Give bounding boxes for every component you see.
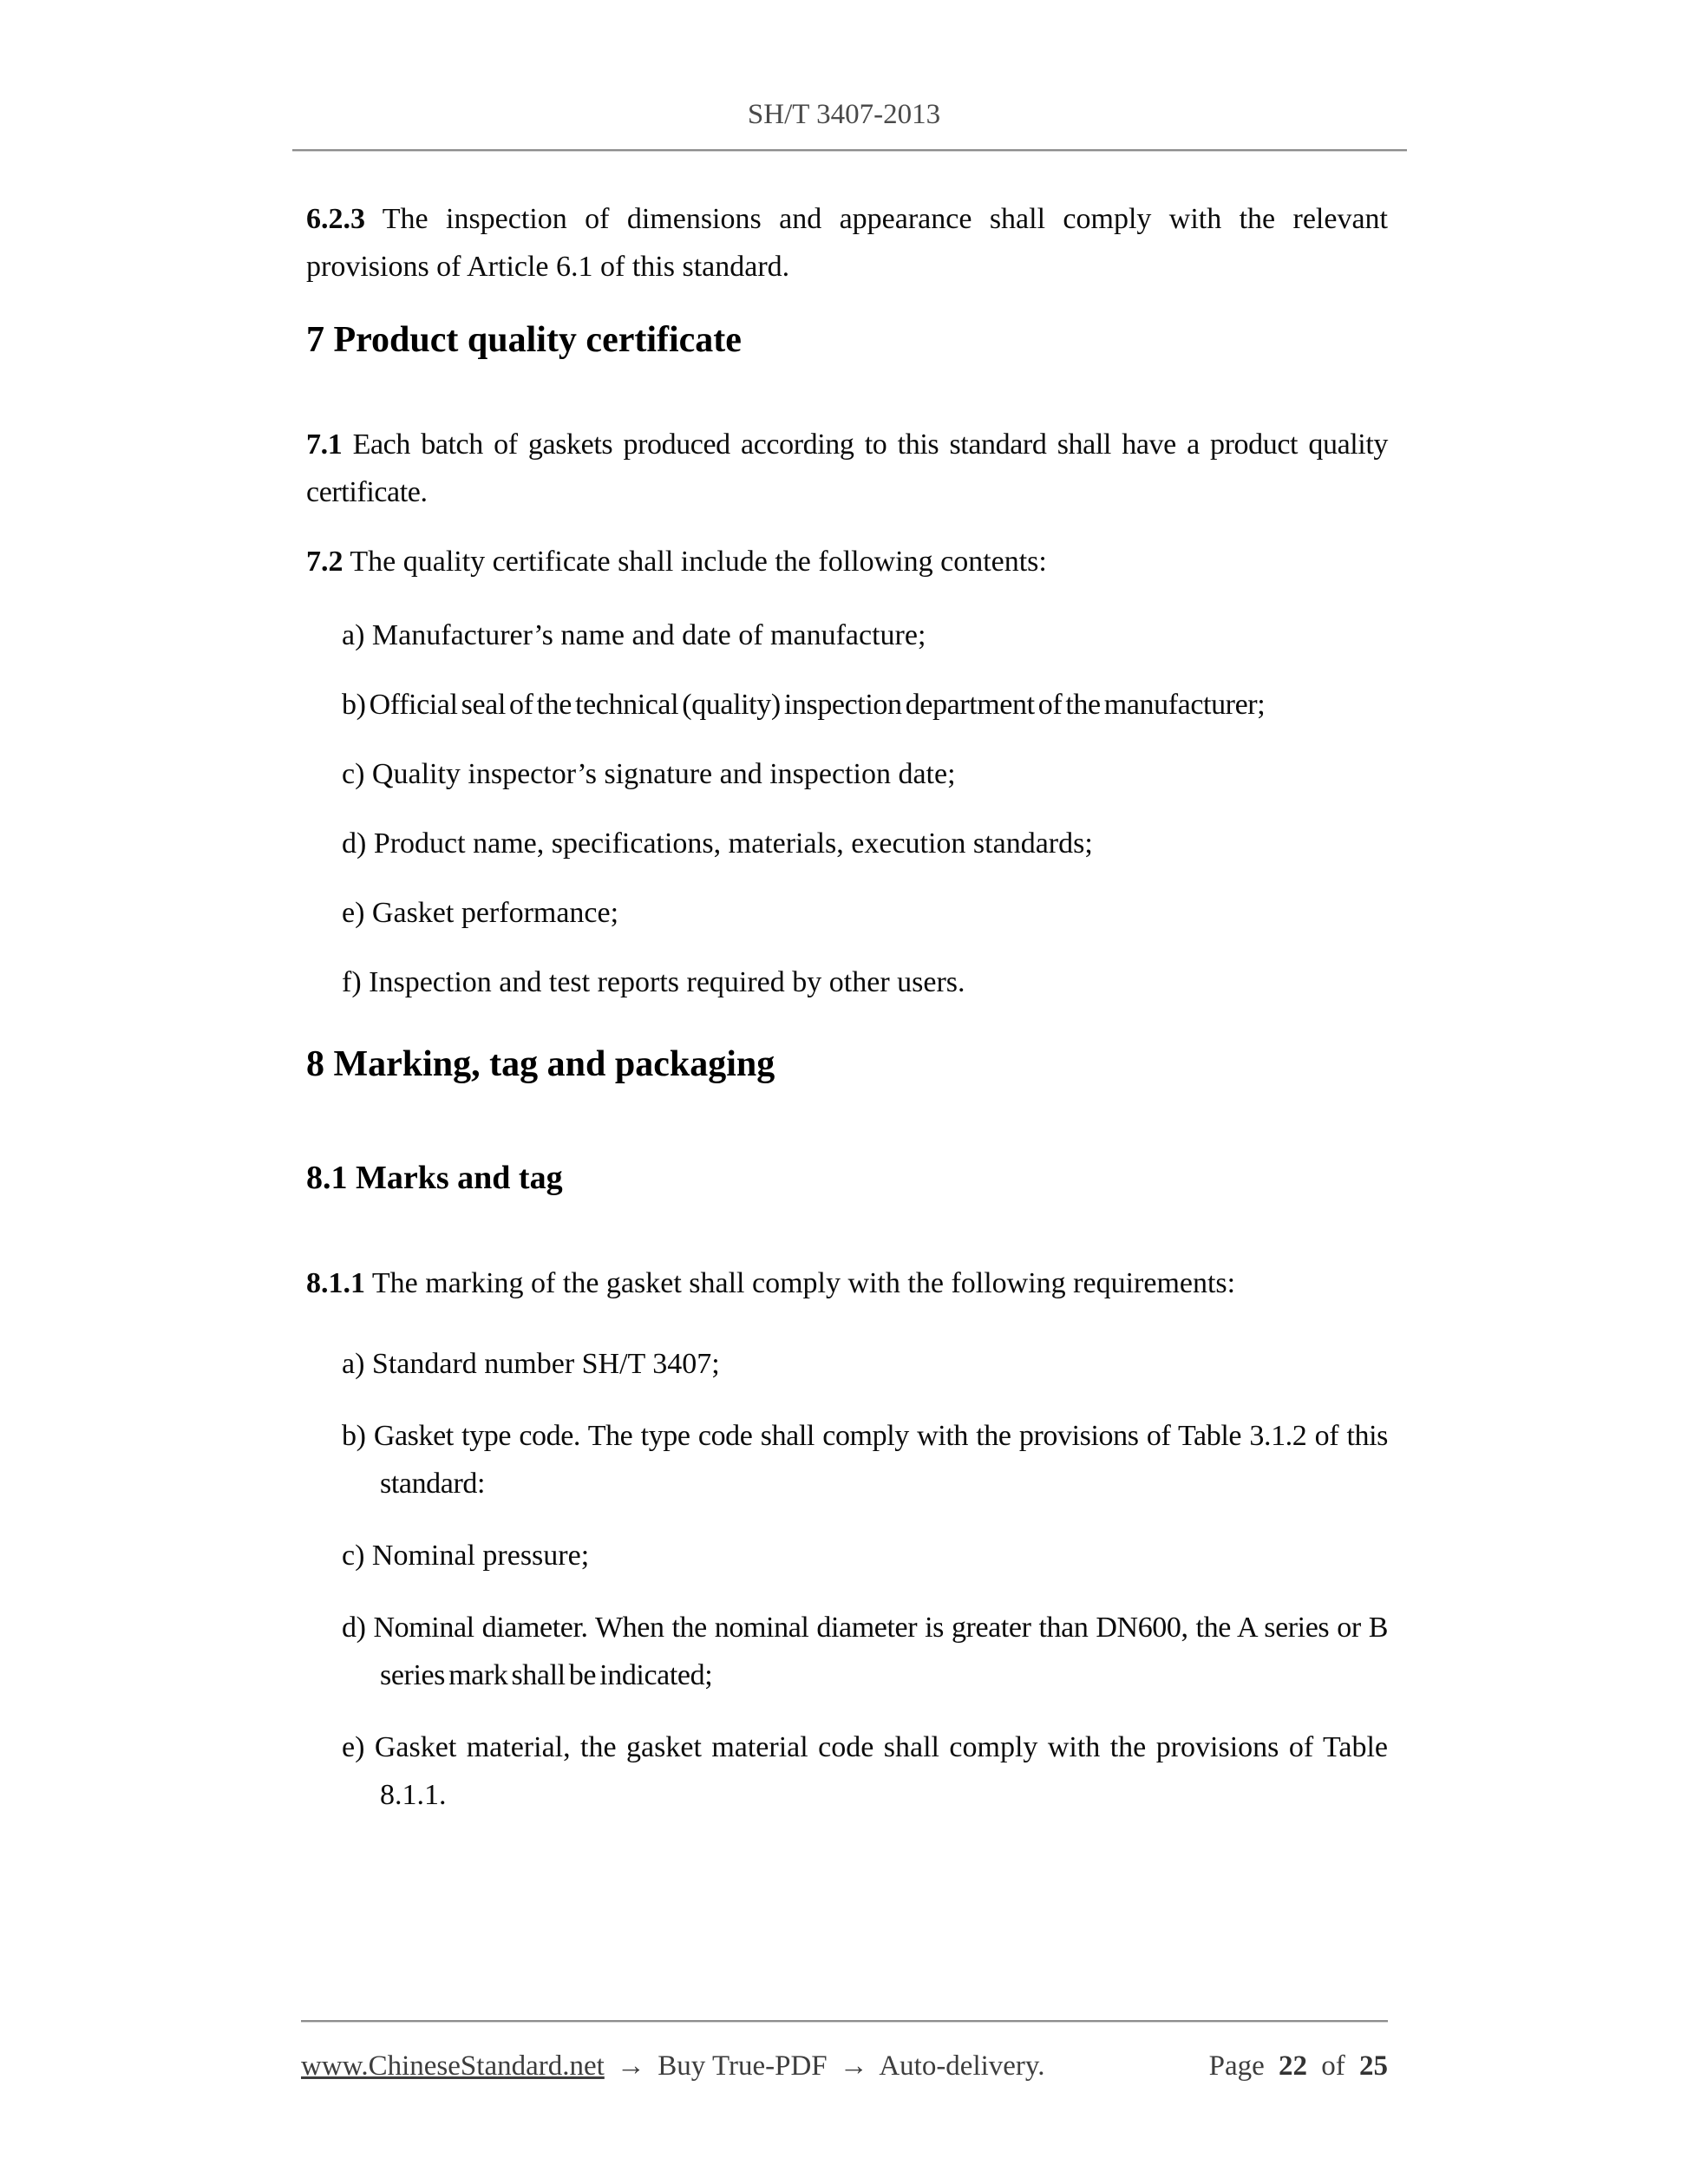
page-content (306, 154, 1388, 1819)
list-item-8-1-1-e (342, 1723, 1388, 1819)
section-8-1-heading: 8.1 Marks and tag (306, 1160, 563, 1196)
item-marker: e) (342, 897, 365, 929)
current-page-number: 22 (1279, 2050, 1307, 2082)
header-rule (292, 149, 1407, 152)
list-item-7-2-b (342, 681, 1388, 729)
of-word: of (1321, 2050, 1345, 2082)
list-item-7-2-e (342, 889, 1388, 937)
list-item-7-2-d (342, 820, 1388, 867)
clause-number: 7.1 (306, 428, 343, 461)
clause-7-1 (306, 421, 1388, 516)
item-marker: a) (342, 619, 365, 651)
item-marker: e) (342, 1731, 365, 1763)
clause-text: The inspection of dimensions and appearance shall comply with the relevant provisions of Article 6.1 of this standard. (306, 203, 1388, 283)
clause-number: 7.2 (306, 546, 343, 578)
section-7-heading: 7 Product quality certificate (306, 320, 742, 360)
arrow-right-icon: → (617, 2050, 646, 2082)
item-text: Official seal of the technical (quality) inspection department of the manufacturer; (369, 689, 1266, 721)
item-text: Gasket type code. The type code shall comply with the provisions of Table 3.1.2 of this standard: (373, 1420, 1388, 1500)
footer-step-buy: Buy True-PDF (658, 2050, 828, 2082)
list-7-2 (342, 611, 1388, 1006)
page-indicator (1209, 2048, 1388, 2084)
page-footer (301, 2020, 1388, 2084)
item-marker: c) (342, 1540, 365, 1572)
item-text: Product name, specifications, materials, execution standards; (373, 827, 1093, 860)
total-page-number: 25 (1359, 2050, 1388, 2082)
arrow-right-icon: → (839, 2050, 868, 2082)
list-item-8-1-1-b (342, 1412, 1388, 1507)
item-marker: c) (342, 758, 365, 790)
list-item-7-2-a (342, 611, 1388, 659)
item-text: Manufacturer’s name and date of manufacture; (371, 619, 926, 651)
clause-6-2-3 (306, 195, 1388, 291)
clause-text: Each batch of gaskets produced according to this standard shall have a product quality certificate. (306, 428, 1388, 508)
section-8-heading: 8 Marking, tag and packaging (306, 1044, 775, 1084)
page-word: Page (1208, 2050, 1265, 2082)
list-item-8-1-1-c (342, 1532, 1388, 1579)
list-item-8-1-1-d (342, 1604, 1388, 1699)
item-marker: b) (342, 689, 366, 721)
doc-number-header: SH/T 3407-2013 (747, 99, 941, 130)
item-marker: f) (342, 966, 362, 998)
item-text: Nominal diameter. When the nominal diameter is greater than DN600, the A series or B series mark shall be indicated; (373, 1612, 1388, 1691)
item-marker: d) (342, 827, 367, 860)
item-text: Gasket material, the gasket material code shall comply with the provisions of Table 8.1.1. (374, 1731, 1389, 1811)
list-item-8-1-1-a (342, 1340, 1388, 1388)
item-marker: d) (342, 1612, 366, 1644)
footer-row (301, 2022, 1388, 2084)
clause-number: 8.1.1 (306, 1267, 365, 1299)
clause-text: The marking of the gasket shall comply with the following requirements: (371, 1267, 1236, 1299)
list-item-7-2-f (342, 958, 1388, 1006)
item-text: Gasket performance; (371, 897, 619, 929)
clause-8-1-1 (306, 1259, 1388, 1307)
clause-7-2 (306, 538, 1388, 585)
footer-website-link[interactable]: www.ChineseStandard.net (301, 2050, 605, 2082)
item-marker: a) (342, 1348, 365, 1380)
footer-source-line (301, 2048, 1045, 2084)
item-text: Standard number SH/T 3407; (371, 1348, 720, 1380)
footer-step-delivery: Auto-delivery. (879, 2050, 1045, 2082)
list-8-1-1 (342, 1340, 1388, 1819)
list-item-7-2-c (342, 750, 1388, 798)
item-marker: b) (342, 1420, 366, 1452)
item-text: Quality inspector’s signature and inspection date; (371, 758, 956, 790)
item-text: Nominal pressure; (371, 1540, 590, 1572)
clause-number: 6.2.3 (306, 203, 365, 235)
item-text: Inspection and test reports required by other users. (369, 966, 965, 998)
clause-text: The quality certificate shall include the following contents: (350, 546, 1047, 578)
